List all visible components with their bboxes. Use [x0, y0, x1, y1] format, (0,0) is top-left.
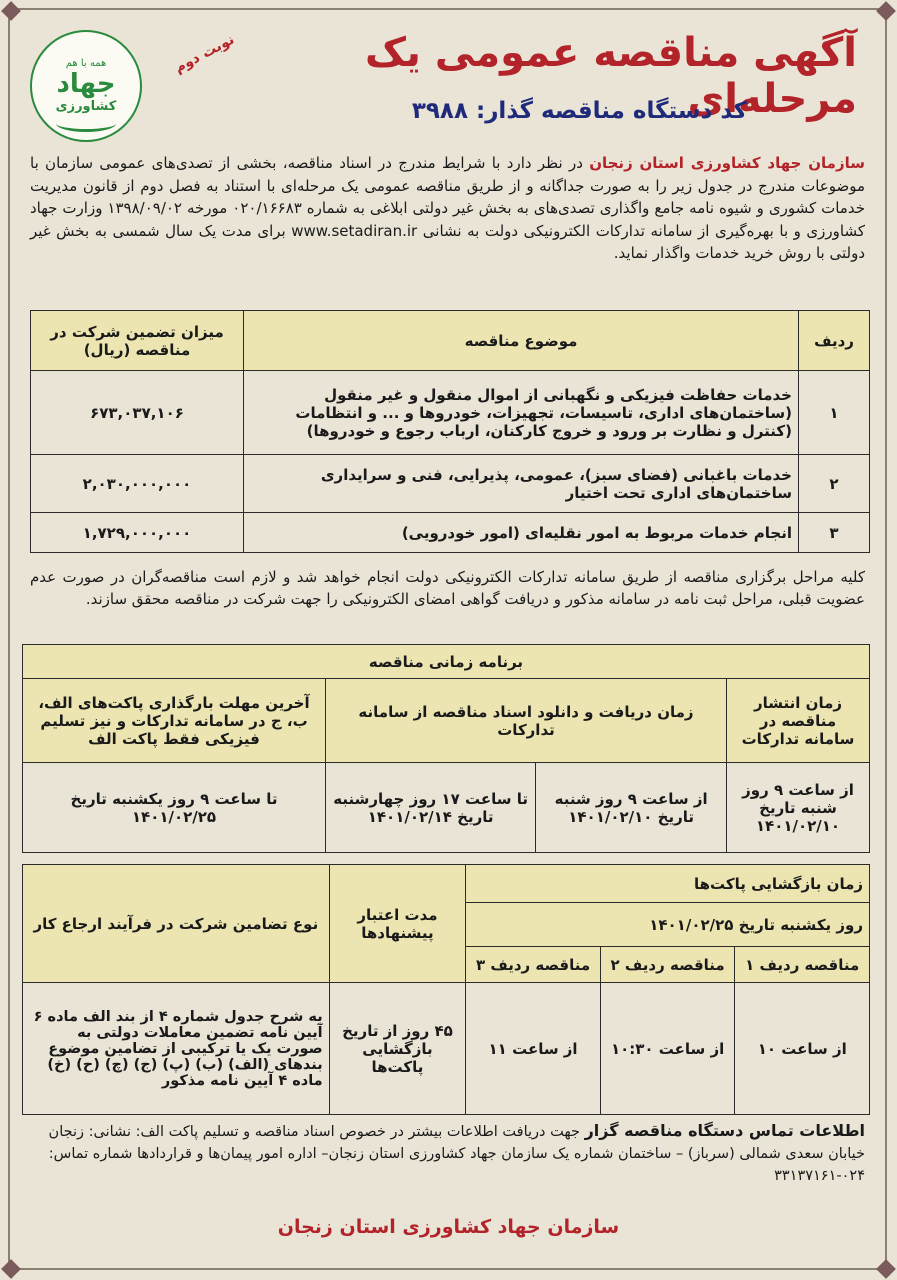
guarantee-type-header: نوع تضامین شرکت در فرآیند ارجاع کار [23, 865, 330, 983]
organization-code: کد دستگاه مناقصه گذار: ۳۹۸۸ [411, 98, 747, 124]
opening-item-label: مناقصه ردیف ۳ [466, 947, 601, 983]
registration-note: کلیه مراحل برگزاری مناقصه از طریق سامانه تدارکات الکترونیکی دولت انجام خواهد شد و لازم است مناقصه‌گران در صورت عدم عضویت قبلی، مراحل ثبت نامه در سامانه مذکور و دریافت گواهی امضای الکترونیکی را جهت شرکت در مناقصه محقق سازند. [30, 568, 865, 608]
validity-value: ۴۵ روز از تاریخ بازگشایی پاکت‌ها [329, 983, 466, 1115]
guarantee-amount: ۱,۷۲۹,۰۰۰,۰۰۰ [31, 513, 244, 553]
schedule-values-row [23, 763, 870, 853]
table-row [31, 513, 870, 553]
publish-time-header: زمان انتشار مناقصه در سامانه تدارکات [727, 679, 870, 763]
page-title: آگهی مناقصه عمومی یک مرحله‌ای [364, 30, 857, 122]
contact-details: جهت دریافت اطلاعات بیشتر در خصوص اسناد مناقصه و تسلیم پاکت الف: نشانی: زنجان خیابان سعدی شمالی (سرباز) – ساختمان شماره یک سازمان جهاد کشاورزی استان زنجان– اداره امور پیمان‌ها و قراردادها شماره تماس: ۰۲۴-۳۳۱۳۷۱۶۱ [48, 1124, 865, 1184]
tender-subject: خدمات باغبانی (فضای سبز)، عمومی، پذیرایی، فنی و سرایداری ساختمان‌های اداری تحت اختیار [244, 455, 799, 513]
schedule-title-row [23, 645, 870, 679]
validity-header: مدت اعتبار پیشنهادها [329, 865, 466, 983]
opening-item-label: مناقصه ردیف ۲ [600, 947, 735, 983]
jahad-keshavarzi-logo [30, 30, 142, 142]
tender-items-table [30, 310, 870, 553]
edition-badge: نوبت دوم [172, 31, 238, 77]
guarantee-amount: ۶۷۳,۰۳۷,۱۰۶ [31, 371, 244, 455]
schedule-title: برنامه زمانی مناقصه [23, 645, 870, 679]
schedule-header-row [23, 679, 870, 763]
tender-subject: انجام خدمات مربوط به امور نقلیه‌ای (امور خودرویی) [244, 513, 799, 553]
contact-info [30, 1120, 865, 1187]
row-number: ۳ [799, 513, 870, 553]
table-row [31, 455, 870, 513]
logo-top-text: همه با هم [65, 58, 107, 69]
guarantee-type-value: به شرح جدول شماره ۴ از بند الف ماده ۶ آیین نامه تضمین معاملات دولتی به صورت یک یا ترکیبی از تضامین موضوع بندهای (الف) (ب) (پ) (ج) (چ) (ح) (خ) ماده ۴ آیین نامه مذکور [23, 983, 330, 1115]
download-end-value: تا ساعت ۱۷ روز چهارشنبه تاریخ ۱۴۰۱/۰۲/۱۴ [326, 763, 536, 853]
opening-values-row [23, 983, 870, 1115]
intro-paragraph [30, 152, 865, 265]
organization-signature: سازمان جهاد کشاورزی استان زنجان [277, 1216, 620, 1238]
intro-text: در نظر دارد با شرایط مندرج در اسناد مناقصه، بخشی از تصدی‌های عمومی سازمان با موضوعات مندرج در جدول زیر را به صورت جداگانه و از طریق مناقصه عمومی یک مرحله‌ای با استناد به فصل دوم از قانون مدیریت خدمات کشوری و شیوه نامه جامع واگذاری تصدی‌های به بخش غیر دولتی ابلاغی به شماره ۰۲۰/۱۶۶۸۳ مورخه ۱۳۹۸/۰۹/۰۲ وزارت جهاد کشاورزی و با بهره‌گیری از سامانه تدارکات الکترونیکی دولت به نشانی www.setadiran.ir برای مدت یک سال شمسی به بخش غیر دولتی با روش خرید خدمات واگذار نماید. [30, 154, 866, 262]
col-header-guarantee: میزان تضمین شرکت در مناقصه (ریال) [31, 311, 244, 371]
opening-title-row [23, 865, 870, 903]
opening-item-time: از ساعت ۱۰ [735, 983, 870, 1115]
row-number: ۲ [799, 455, 870, 513]
deadline-header: آخرین مهلت بارگذاری پاکت‌های الف، ب، ج در سامانه تدارکات و نیز تسلیم فیزیکی فقط پاکت الف [23, 679, 326, 763]
opening-table [22, 864, 870, 1115]
row-number: ۱ [799, 371, 870, 455]
download-time-header: زمان دریافت و دانلود اسناد مناقصه از سامانه تدارکات [326, 679, 727, 763]
opening-title: زمان بازگشایی پاکت‌ها [466, 865, 870, 903]
logo-main-text: جهاد [56, 69, 116, 99]
col-header-subject: موضوع مناقصه [244, 311, 799, 371]
tender-subject: خدمات حفاظت فیزیکی و نگهبانی از اموال منقول و غیر منقول (ساختمان‌های اداری، تاسیسات، تجهیزات، خودروها و ... و انتظامات (کنترل و نظارت بر ورود و خروج کارکنان، ارباب رجوع و خودروها) [244, 371, 799, 455]
opening-item-time: از ساعت ۱۰:۳۰ [600, 983, 735, 1115]
opening-item-label: مناقصه ردیف ۱ [735, 947, 870, 983]
col-header-row-number: ردیف [799, 311, 870, 371]
publish-time-value: از ساعت ۹ روز شنبه تاریخ ۱۴۰۱/۰۲/۱۰ [727, 763, 870, 853]
intro-org-name: سازمان جهاد کشاورزی استان زنجان [589, 154, 865, 172]
opening-date: روز یکشنبه تاریخ ۱۴۰۱/۰۲/۲۵ [466, 903, 870, 947]
table-row [31, 371, 870, 455]
opening-item-time: از ساعت ۱۱ [466, 983, 601, 1115]
schedule-table [22, 644, 870, 853]
deadline-value: تا ساعت ۹ روز یکشنبه تاریخ ۱۴۰۱/۰۲/۲۵ [23, 763, 326, 853]
logo-sub-text: کشاورزی [55, 99, 117, 114]
table-header-row [31, 311, 870, 371]
guarantee-amount: ۲,۰۳۰,۰۰۰,۰۰۰ [31, 455, 244, 513]
contact-title: اطلاعات تماس دستگاه مناقصه گزار [584, 1121, 865, 1140]
logo-leaf-icon [56, 115, 116, 132]
download-start-value: از ساعت ۹ روز شنبه تاریخ ۱۴۰۱/۰۲/۱۰ [536, 763, 727, 853]
